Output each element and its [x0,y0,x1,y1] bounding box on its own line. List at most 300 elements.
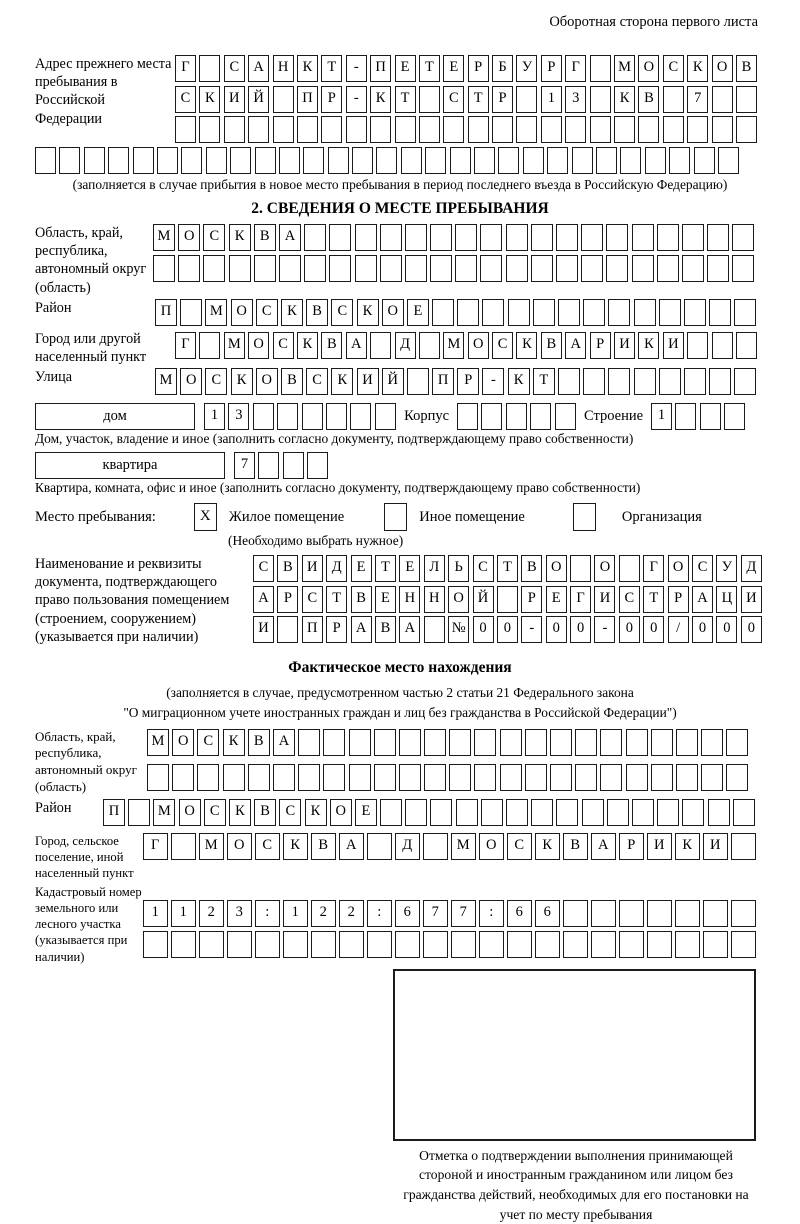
char-cell[interactable]: О [227,833,252,860]
char-cell[interactable]: К [297,55,318,82]
char-cell[interactable] [525,764,547,791]
char-cell[interactable] [523,147,544,174]
char-cell[interactable] [423,833,448,860]
char-cell[interactable] [626,729,648,756]
char-cell[interactable] [632,224,654,251]
char-cell[interactable] [663,86,684,113]
char-cell[interactable]: - [594,616,615,643]
char-cell[interactable]: 1 [541,86,562,113]
char-cell[interactable]: Е [351,555,372,582]
char-cell[interactable] [659,368,681,395]
char-cell[interactable]: М [155,368,177,395]
char-cell[interactable] [143,931,168,958]
char-cell[interactable]: С [507,833,532,860]
char-cell[interactable] [734,299,756,326]
char-cell[interactable] [481,403,502,430]
char-cell[interactable]: Т [643,586,664,613]
char-cell[interactable]: И [663,332,684,359]
char-cell[interactable] [456,799,478,826]
char-cell[interactable]: И [357,368,379,395]
char-cell[interactable]: К [223,729,245,756]
char-cell[interactable]: С [306,368,328,395]
char-cell[interactable] [229,255,251,282]
char-cell[interactable] [181,147,202,174]
char-cell[interactable] [497,586,518,613]
char-cell[interactable]: Т [468,86,489,113]
char-cell[interactable] [329,255,351,282]
checkbox-organization[interactable] [573,503,596,531]
char-cell[interactable] [248,116,269,143]
char-cell[interactable] [736,116,757,143]
char-cell[interactable]: С [197,729,219,756]
char-cell[interactable]: Р [277,586,298,613]
checkbox-residential[interactable]: X [194,503,217,531]
char-cell[interactable] [84,147,105,174]
char-cell[interactable]: У [716,555,737,582]
char-cell[interactable] [632,799,654,826]
char-cell[interactable]: О [638,55,659,82]
char-cell[interactable]: С [279,799,301,826]
char-cell[interactable] [733,799,755,826]
char-cell[interactable]: С [443,86,464,113]
char-cell[interactable] [455,255,477,282]
char-cell[interactable] [731,833,756,860]
char-cell[interactable] [443,116,464,143]
char-cell[interactable]: Г [565,55,586,82]
char-cell[interactable]: К [370,86,391,113]
char-cell[interactable]: 2 [311,900,336,927]
char-cell[interactable] [304,224,326,251]
char-cell[interactable]: Й [473,586,494,613]
char-cell[interactable] [701,729,723,756]
char-cell[interactable] [419,116,440,143]
char-cell[interactable] [533,299,555,326]
char-cell[interactable]: О [179,799,201,826]
char-cell[interactable] [405,224,427,251]
char-cell[interactable]: Л [424,555,445,582]
char-cell[interactable] [614,116,635,143]
char-cell[interactable] [298,729,320,756]
char-cell[interactable]: М [451,833,476,860]
char-cell[interactable]: К [297,332,318,359]
char-cell[interactable] [424,616,445,643]
char-cell[interactable]: М [199,833,224,860]
char-cell[interactable]: Р [590,332,611,359]
char-cell[interactable]: 1 [651,403,672,430]
char-cell[interactable]: В [254,799,276,826]
char-cell[interactable] [590,55,611,82]
char-cell[interactable] [258,452,279,479]
char-cell[interactable] [663,116,684,143]
char-cell[interactable] [304,255,326,282]
char-cell[interactable]: 0 [716,616,737,643]
char-cell[interactable]: С [492,332,513,359]
char-cell[interactable]: И [224,86,245,113]
char-cell[interactable] [606,224,628,251]
char-cell[interactable]: С [331,299,353,326]
char-cell[interactable] [634,299,656,326]
char-cell[interactable]: Р [468,55,489,82]
char-cell[interactable] [591,931,616,958]
char-cell[interactable] [457,299,479,326]
char-cell[interactable] [180,299,202,326]
char-cell[interactable] [619,931,644,958]
char-cell[interactable] [659,299,681,326]
char-cell[interactable] [480,224,502,251]
char-cell[interactable] [339,931,364,958]
char-cell[interactable] [35,147,56,174]
char-cell[interactable] [558,368,580,395]
char-cell[interactable]: О [330,799,352,826]
char-cell[interactable] [556,799,578,826]
char-cell[interactable] [581,255,603,282]
char-cell[interactable]: 0 [741,616,762,643]
char-cell[interactable] [563,900,588,927]
char-cell[interactable] [676,764,698,791]
char-cell[interactable] [669,147,690,174]
char-cell[interactable]: К [614,86,635,113]
confirmation-stamp-box[interactable] [393,969,756,1141]
char-cell[interactable] [556,224,578,251]
char-cell[interactable] [474,729,496,756]
char-cell[interactable] [199,931,224,958]
char-cell[interactable]: В [563,833,588,860]
char-cell[interactable] [726,729,748,756]
char-cell[interactable]: - [346,55,367,82]
char-cell[interactable]: К [508,368,530,395]
char-cell[interactable]: : [479,900,504,927]
char-cell[interactable] [405,799,427,826]
char-cell[interactable] [575,729,597,756]
char-cell[interactable] [59,147,80,174]
char-cell[interactable] [718,147,739,174]
char-cell[interactable] [583,368,605,395]
char-cell[interactable] [647,900,672,927]
char-cell[interactable]: С [256,299,278,326]
char-cell[interactable] [468,116,489,143]
char-cell[interactable]: Р [619,833,644,860]
char-cell[interactable]: С [204,799,226,826]
char-cell[interactable] [153,255,175,282]
char-cell[interactable]: В [254,224,276,251]
char-cell[interactable] [376,147,397,174]
char-cell[interactable] [128,799,150,826]
char-cell[interactable] [374,764,396,791]
char-cell[interactable]: К [229,799,251,826]
char-cell[interactable] [736,332,757,359]
char-cell[interactable] [707,255,729,282]
char-cell[interactable] [682,224,704,251]
char-cell[interactable] [701,764,723,791]
char-cell[interactable] [547,147,568,174]
char-cell[interactable] [682,799,704,826]
char-cell[interactable] [541,116,562,143]
char-cell[interactable] [608,368,630,395]
char-cell[interactable] [572,147,593,174]
char-cell[interactable]: О [712,55,733,82]
char-cell[interactable]: 0 [619,616,640,643]
char-cell[interactable] [687,332,708,359]
char-cell[interactable] [178,255,200,282]
char-cell[interactable] [703,900,728,927]
char-cell[interactable] [507,931,532,958]
char-cell[interactable]: О [668,555,689,582]
char-cell[interactable]: В [638,86,659,113]
char-cell[interactable]: Т [326,586,347,613]
char-cell[interactable] [273,86,294,113]
char-cell[interactable]: 3 [228,403,249,430]
char-cell[interactable]: О [468,332,489,359]
char-cell[interactable]: И [302,555,323,582]
char-cell[interactable]: В [541,332,562,359]
char-cell[interactable]: 7 [234,452,255,479]
char-cell[interactable]: Д [326,555,347,582]
char-cell[interactable] [651,764,673,791]
char-cell[interactable]: К [305,799,327,826]
char-cell[interactable]: О [256,368,278,395]
char-cell[interactable]: 2 [199,900,224,927]
char-cell[interactable] [675,403,696,430]
char-cell[interactable] [430,799,452,826]
char-cell[interactable] [303,147,324,174]
char-cell[interactable]: 0 [570,616,591,643]
char-cell[interactable] [302,403,323,430]
char-cell[interactable]: У [516,55,537,82]
char-cell[interactable] [563,931,588,958]
char-cell[interactable] [734,368,756,395]
char-cell[interactable] [172,764,194,791]
char-cell[interactable] [367,833,392,860]
char-cell[interactable] [600,729,622,756]
char-cell[interactable] [277,616,298,643]
char-cell[interactable] [449,729,471,756]
char-cell[interactable] [516,86,537,113]
char-cell[interactable] [405,255,427,282]
char-cell[interactable]: 1 [283,900,308,927]
char-cell[interactable] [346,116,367,143]
char-cell[interactable] [712,86,733,113]
char-cell[interactable] [712,332,733,359]
char-cell[interactable] [684,299,706,326]
char-cell[interactable] [675,931,700,958]
char-cell[interactable] [482,299,504,326]
char-cell[interactable] [423,931,448,958]
char-cell[interactable] [736,86,757,113]
char-cell[interactable]: А [351,616,372,643]
char-cell[interactable]: А [346,332,367,359]
char-cell[interactable] [321,116,342,143]
char-cell[interactable] [626,764,648,791]
char-cell[interactable] [349,764,371,791]
char-cell[interactable]: И [594,586,615,613]
char-cell[interactable] [600,764,622,791]
char-cell[interactable]: О [231,299,253,326]
char-cell[interactable]: В [306,299,328,326]
char-cell[interactable]: Т [375,555,396,582]
char-cell[interactable] [558,299,580,326]
char-cell[interactable]: А [399,616,420,643]
char-cell[interactable] [374,729,396,756]
char-cell[interactable] [255,931,280,958]
char-cell[interactable] [694,147,715,174]
char-cell[interactable]: И [741,586,762,613]
char-cell[interactable]: И [614,332,635,359]
char-cell[interactable]: С [205,368,227,395]
char-cell[interactable]: С [273,332,294,359]
char-cell[interactable] [634,368,656,395]
char-cell[interactable]: № [448,616,469,643]
char-cell[interactable]: - [521,616,542,643]
char-cell[interactable] [591,900,616,927]
char-cell[interactable]: 1 [204,403,225,430]
char-cell[interactable] [606,255,628,282]
char-cell[interactable] [425,147,446,174]
char-cell[interactable]: О [180,368,202,395]
char-cell[interactable] [474,147,495,174]
char-cell[interactable] [323,729,345,756]
char-cell[interactable]: М [205,299,227,326]
char-cell[interactable]: Г [175,55,196,82]
char-cell[interactable] [608,299,630,326]
char-cell[interactable]: Д [395,332,416,359]
char-cell[interactable] [582,799,604,826]
char-cell[interactable]: Н [273,55,294,82]
char-cell[interactable]: П [297,86,318,113]
char-cell[interactable] [596,147,617,174]
char-cell[interactable]: 1 [143,900,168,927]
char-cell[interactable]: Ь [448,555,469,582]
char-cell[interactable] [565,116,586,143]
char-cell[interactable]: М [224,332,245,359]
char-cell[interactable]: С [203,224,225,251]
char-cell[interactable]: / [668,616,689,643]
char-cell[interactable] [430,224,452,251]
char-cell[interactable]: 0 [473,616,494,643]
char-cell[interactable] [203,255,225,282]
char-cell[interactable]: Р [492,86,513,113]
char-cell[interactable]: К [638,332,659,359]
char-cell[interactable] [419,332,440,359]
char-cell[interactable] [370,116,391,143]
char-cell[interactable]: Р [668,586,689,613]
char-cell[interactable] [424,764,446,791]
char-cell[interactable]: К [516,332,537,359]
char-cell[interactable] [279,147,300,174]
char-cell[interactable] [479,931,504,958]
char-cell[interactable] [450,147,471,174]
char-cell[interactable]: А [591,833,616,860]
char-cell[interactable]: - [482,368,504,395]
char-cell[interactable] [531,224,553,251]
char-cell[interactable]: Б [492,55,513,82]
char-cell[interactable] [480,255,502,282]
char-cell[interactable] [550,764,572,791]
char-cell[interactable]: К [331,368,353,395]
char-cell[interactable]: П [432,368,454,395]
char-cell[interactable] [620,147,641,174]
char-cell[interactable]: И [647,833,672,860]
char-cell[interactable] [556,255,578,282]
char-cell[interactable]: Г [643,555,664,582]
char-cell[interactable] [535,931,560,958]
char-cell[interactable] [328,147,349,174]
char-cell[interactable] [255,147,276,174]
char-cell[interactable] [424,729,446,756]
char-cell[interactable] [323,764,345,791]
char-cell[interactable]: К [535,833,560,860]
char-cell[interactable] [407,368,429,395]
char-cell[interactable] [619,555,640,582]
char-cell[interactable] [555,403,576,430]
char-cell[interactable]: В [521,555,542,582]
char-cell[interactable]: Е [407,299,429,326]
char-cell[interactable]: С [253,555,274,582]
char-cell[interactable]: П [370,55,391,82]
char-cell[interactable] [581,224,603,251]
char-cell[interactable] [531,255,553,282]
char-cell[interactable] [157,147,178,174]
char-cell[interactable] [619,900,644,927]
char-cell[interactable]: 7 [451,900,476,927]
char-cell[interactable]: Р [321,86,342,113]
char-cell[interactable] [506,799,528,826]
char-cell[interactable]: К [231,368,253,395]
char-cell[interactable] [492,116,513,143]
char-cell[interactable]: И [703,833,728,860]
char-cell[interactable]: К [229,224,251,251]
char-cell[interactable]: О [448,586,469,613]
char-cell[interactable]: - [346,86,367,113]
char-cell[interactable] [731,931,756,958]
char-cell[interactable] [550,729,572,756]
char-cell[interactable]: О [248,332,269,359]
char-cell[interactable] [197,764,219,791]
char-cell[interactable] [326,403,347,430]
char-cell[interactable]: 6 [535,900,560,927]
char-cell[interactable]: Г [570,586,591,613]
char-cell[interactable] [590,86,611,113]
char-cell[interactable] [570,555,591,582]
char-cell[interactable] [687,116,708,143]
char-cell[interactable] [355,224,377,251]
char-cell[interactable]: 6 [507,900,532,927]
char-cell[interactable]: О [178,224,200,251]
char-cell[interactable] [279,255,301,282]
char-cell[interactable] [399,729,421,756]
char-cell[interactable]: Н [424,586,445,613]
char-cell[interactable] [451,931,476,958]
char-cell[interactable] [349,729,371,756]
char-cell[interactable] [506,224,528,251]
char-cell[interactable]: В [736,55,757,82]
char-cell[interactable]: К [283,833,308,860]
char-cell[interactable] [506,403,527,430]
char-cell[interactable] [283,931,308,958]
char-cell[interactable]: 0 [692,616,713,643]
char-cell[interactable]: М [614,55,635,82]
char-cell[interactable]: О [382,299,404,326]
char-cell[interactable] [657,224,679,251]
char-cell[interactable]: В [321,332,342,359]
char-cell[interactable] [525,729,547,756]
char-cell[interactable] [474,764,496,791]
char-cell[interactable] [329,224,351,251]
char-cell[interactable] [297,116,318,143]
char-cell[interactable] [732,224,754,251]
char-cell[interactable] [375,403,396,430]
char-cell[interactable] [248,764,270,791]
char-cell[interactable]: А [253,586,274,613]
